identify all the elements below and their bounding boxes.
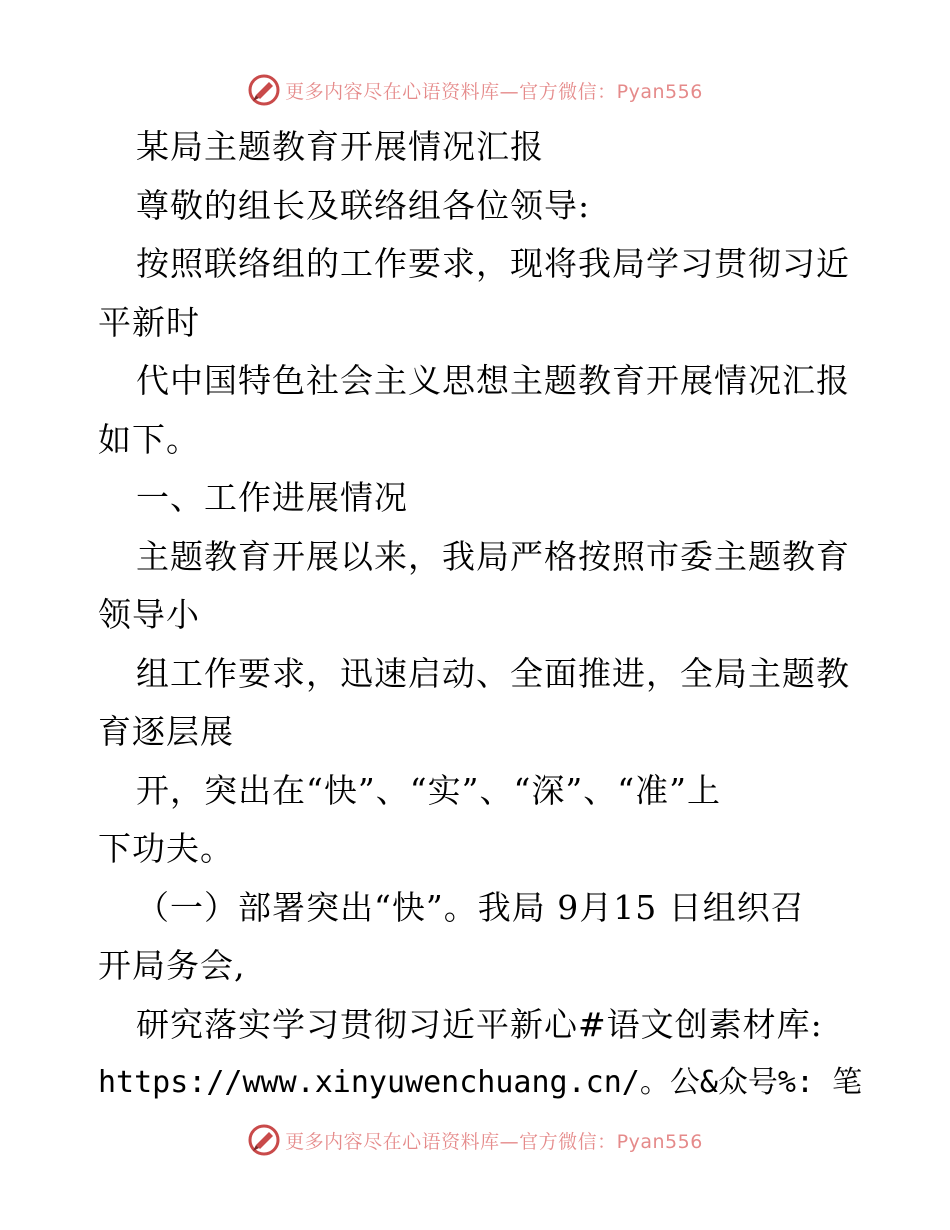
doc-line: 主题教育开展以来，我局严格按照市委主题教育 [136,536,850,576]
doc-line: 如下。 [98,419,200,459]
document-body [98,118,863,1113]
watermark-text: 更多内容尽在心语资料库—官方微信：Pyan556 [285,80,703,103]
doc-line: （一）部署突出“快”。我局 9月15 日组织召 [136,887,805,927]
doc-line: 组工作要求，迅速启动、全面推进，全局主题教 [136,653,850,693]
doc-line: 代中国特色社会主义思想主题教育开展情况汇报 [136,361,850,400]
doc-line: 研究落实学习贯彻习近平新心#语文创素材库: [136,1004,823,1044]
doc-section-heading: 一、工作进展情况 [136,478,408,517]
doc-line: 育逐层展 [98,712,234,751]
watermark-banner-bottom [0,1120,950,1160]
doc-line: 领导小 [98,595,200,634]
pen-logo-icon [247,1123,281,1157]
doc-salutation: 尊敬的组长及联络组各位领导: [136,185,591,225]
pen-logo-icon [247,73,281,107]
watermark-text: 更多内容尽在心语资料库—官方微信：Pyan556 [285,1130,703,1153]
doc-line: 平新时 [98,302,200,342]
doc-line: 开，突出在“快”、“实”、“深”、“准”上 [136,770,721,810]
watermark-banner-top [0,70,950,110]
doc-line: 下功夫。 [98,829,234,868]
doc-title: 某局主题教育开展情况汇报 [136,127,544,166]
doc-url-line: https://www.xinyuwenchuang.cn/。公&众号%: 笔 [98,1065,863,1100]
doc-line: 开局务会, [98,946,246,985]
doc-line: 按照联络组的工作要求，现将我局学习贯彻习近 [136,244,850,283]
